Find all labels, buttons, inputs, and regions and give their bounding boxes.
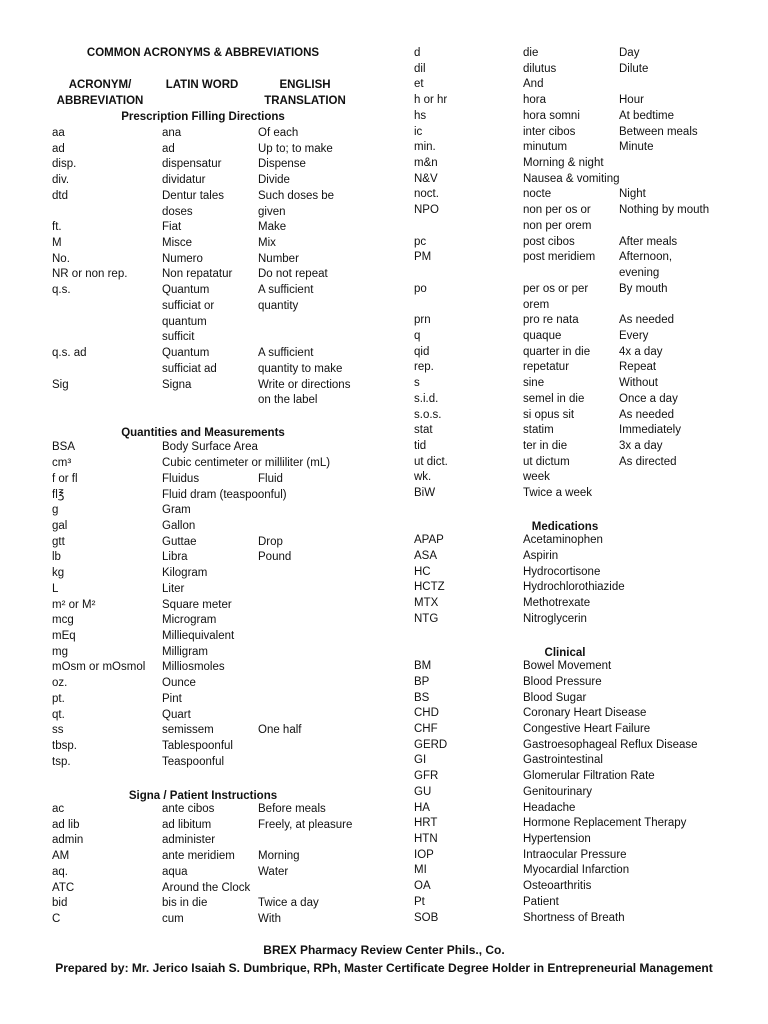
- english-cell: Number: [258, 252, 299, 265]
- latin-cell: hora: [523, 94, 547, 107]
- abbreviation-cell: q.s.: [52, 284, 71, 297]
- abbreviation-cell: NR or non rep.: [52, 268, 128, 281]
- abbreviation-cell: q: [414, 329, 421, 342]
- abbreviation-cell: admin: [52, 834, 84, 847]
- abbreviation-cell: pt.: [52, 692, 65, 705]
- english-cell: Dispense: [258, 158, 306, 171]
- latin-cell: Myocardial Infarction: [523, 864, 630, 877]
- latin-cell: Methotrexate: [523, 597, 591, 610]
- abbreviation-cell: noct.: [414, 188, 439, 201]
- english-cell: Fluid: [258, 472, 283, 485]
- latin-cell: ante meridiem: [162, 850, 235, 863]
- latin-cell: Guttae: [162, 535, 197, 548]
- abbreviation-cell: HTN: [414, 833, 438, 845]
- latin-cell: Ounce: [162, 677, 196, 690]
- abbreviation-cell: ad lib: [52, 818, 80, 831]
- english-cell: quantity: [258, 299, 299, 312]
- english-cell: Divide: [258, 174, 290, 187]
- english-cell: Nothing by mouth: [619, 204, 710, 217]
- english-cell: quantity to make: [258, 362, 343, 375]
- latin-cell: post meridiem: [523, 251, 596, 264]
- english-cell: Do not repeat: [258, 268, 328, 281]
- abbreviation-cell: L: [52, 582, 59, 595]
- latin-cell: Libra: [162, 551, 188, 564]
- latin-cell: bis in die: [162, 897, 208, 910]
- abbreviation-cell: min.: [414, 141, 436, 154]
- english-cell: As needed: [619, 408, 674, 421]
- abbreviation-cell: MTX: [414, 597, 439, 610]
- abbreviation-cell: qt.: [52, 708, 65, 721]
- abbreviation-cell: HRT: [414, 817, 438, 830]
- latin-cell: quaque: [523, 329, 562, 342]
- abbreviation-cell: qid: [414, 345, 430, 358]
- abbreviation-cell: GI: [414, 754, 427, 767]
- english-cell: Night: [619, 188, 646, 201]
- english-cell: Up to; to make: [258, 142, 333, 155]
- abbreviation-cell: et: [414, 78, 424, 91]
- latin-cell: And: [523, 78, 544, 91]
- abbreviation-cell: GFR: [414, 770, 439, 783]
- abbreviation-cell: SOB: [414, 911, 439, 924]
- latin-cell: ter in die: [523, 440, 568, 452]
- latin-cell: Quart: [162, 708, 191, 721]
- abbreviation-cell: dil: [414, 62, 426, 75]
- abbreviation-cell: No.: [52, 252, 70, 265]
- abbreviation-cell: pc: [414, 235, 427, 248]
- abbreviation-cell: BP: [414, 675, 430, 688]
- latin-cell: orem: [523, 298, 550, 311]
- latin-cell: post cibos: [523, 235, 575, 248]
- latin-cell: dispensatur: [162, 158, 222, 171]
- abbreviation-cell: gal: [52, 520, 68, 532]
- english-cell: Water: [258, 865, 289, 878]
- english-cell: Every: [619, 329, 649, 342]
- abbreviation-cell: mcg: [52, 614, 74, 627]
- english-cell: As directed: [619, 455, 677, 468]
- latin-cell: ad libitum: [162, 818, 212, 831]
- footer-center-name: BREX Pharmacy Review Center Phils., Co.: [263, 943, 505, 957]
- latin-cell: statim: [523, 424, 554, 437]
- latin-cell: ana: [162, 127, 182, 139]
- latin-cell: Morning & night: [523, 157, 604, 170]
- latin-cell: Gallon: [162, 520, 196, 532]
- abbreviation-cell: BSA: [52, 441, 76, 454]
- english-cell: With: [258, 913, 281, 925]
- column-header-translation: TRANSLATION: [264, 95, 346, 107]
- abbreviation-cell: ic: [414, 125, 423, 138]
- abbreviation-cell: OA: [414, 880, 431, 893]
- latin-cell: cum: [162, 913, 184, 925]
- abbreviation-cell: NTG: [414, 612, 439, 625]
- latin-cell: Patient: [523, 895, 559, 908]
- latin-cell: doses: [162, 205, 193, 218]
- abbreviation-cell: aq.: [52, 865, 68, 878]
- latin-cell: Hormone Replacement Therapy: [523, 817, 687, 830]
- latin-cell: Around the Clock: [162, 881, 251, 894]
- abbreviation-cell: CHD: [414, 707, 439, 720]
- latin-cell: Quantum: [162, 284, 210, 297]
- abbreviation-cell: g: [52, 504, 59, 517]
- abbreviation-cell: d: [414, 47, 421, 59]
- latin-cell: minutum: [523, 141, 568, 154]
- abbreviation-cell: m² or M²: [52, 598, 96, 611]
- latin-cell: hora somni: [523, 109, 580, 122]
- english-cell: Of each: [258, 127, 299, 139]
- abbreviation-cell: C: [52, 913, 61, 925]
- abbreviation-cell: lb: [52, 551, 61, 564]
- english-cell: Mix: [258, 237, 276, 250]
- latin-cell: week: [523, 471, 550, 484]
- latin-cell: ad: [162, 142, 175, 155]
- abbreviation-cell: HC: [414, 565, 431, 578]
- abbreviation-cell: ATC: [52, 881, 75, 894]
- english-cell: As needed: [619, 314, 674, 327]
- english-cell: 3x a day: [619, 440, 663, 452]
- english-cell: Freely, at pleasure: [258, 818, 353, 831]
- latin-cell: semel in die: [523, 392, 585, 405]
- latin-cell: Signa: [162, 378, 192, 391]
- english-cell: Twice a day: [258, 897, 319, 910]
- latin-cell: sufficit: [162, 331, 195, 344]
- latin-cell: nocte: [523, 188, 552, 201]
- latin-cell: semissem: [162, 724, 214, 737]
- latin-cell: Hydrocortisone: [523, 565, 601, 578]
- english-cell: Morning: [258, 850, 300, 863]
- latin-cell: Liter: [162, 582, 185, 595]
- latin-cell: Dentur tales: [162, 189, 225, 202]
- abbreviation-cell: ut dict.: [414, 455, 448, 468]
- latin-cell: dividatur: [162, 174, 206, 187]
- abbreviation-cell: N&V: [414, 172, 438, 185]
- english-cell: After meals: [619, 235, 678, 248]
- abbreviation-cell: tbsp.: [52, 740, 77, 753]
- abbreviation-cell: oz.: [52, 677, 68, 690]
- abbreviation-cell: APAP: [414, 534, 444, 547]
- english-cell: Without: [619, 377, 658, 390]
- abbreviation-cell: m&n: [414, 157, 438, 170]
- abbreviation-cell: tid: [414, 440, 427, 452]
- abbreviation-cell: ASA: [414, 550, 438, 563]
- english-cell: Before meals: [258, 802, 326, 815]
- latin-cell: inter cibos: [523, 125, 576, 138]
- abbreviation-cell: Sig: [52, 378, 69, 391]
- section-heading-prescription: Prescription Filling Directions: [121, 111, 285, 123]
- english-cell: A sufficient: [258, 347, 314, 360]
- abbreviation-cell: kg: [52, 567, 65, 580]
- latin-cell: Teaspoonful: [162, 755, 225, 768]
- abbreviation-cell: M: [52, 237, 62, 250]
- english-cell: Write or directions: [258, 378, 351, 391]
- latin-cell: Gastrointestinal: [523, 754, 603, 767]
- abbreviation-cell: AM: [52, 850, 70, 863]
- abbreviation-cell: s.o.s.: [414, 408, 442, 421]
- abbreviation-cell: CHF: [414, 722, 438, 735]
- english-cell: Once a day: [619, 392, 678, 405]
- latin-cell: Tablespoonful: [162, 740, 233, 753]
- english-cell: 4x a day: [619, 345, 663, 358]
- latin-cell: non per os or: [523, 204, 591, 217]
- latin-cell: Genitourinary: [523, 785, 593, 798]
- english-cell: Pound: [258, 551, 292, 564]
- latin-cell: Blood Pressure: [523, 675, 602, 688]
- latin-cell: aqua: [162, 865, 188, 878]
- latin-cell: sine: [523, 377, 545, 390]
- latin-cell: dilutus: [523, 62, 557, 75]
- latin-cell: Misce: [162, 237, 193, 250]
- abbreviation-cell: mg: [52, 645, 68, 658]
- english-cell: Between meals: [619, 125, 698, 138]
- english-cell: Day: [619, 47, 640, 59]
- abbreviation-cell: mOsm or mOsmol: [52, 661, 146, 674]
- latin-cell: Quantum: [162, 347, 210, 360]
- abbreviation-cell: q.s. ad: [52, 347, 87, 360]
- latin-cell: Twice a week: [523, 487, 593, 500]
- abbreviation-cell: BM: [414, 660, 432, 673]
- latin-cell: Milliosmoles: [162, 661, 225, 674]
- english-cell: on the label: [258, 394, 318, 407]
- abbreviation-cell: gtt: [52, 535, 65, 548]
- latin-cell: pro re nata: [523, 314, 579, 327]
- abbreviation-cell: dtd: [52, 189, 68, 202]
- abbreviation-cell: po: [414, 282, 427, 295]
- latin-cell: Milligram: [162, 645, 208, 658]
- section-heading-quantities: Quantities and Measurements: [121, 427, 285, 439]
- abbreviation-cell: IOP: [414, 848, 434, 861]
- abbreviation-cell: rep.: [414, 361, 434, 374]
- latin-cell: Fluid dram (teaspoonful): [162, 488, 287, 501]
- latin-cell: Congestive Heart Failure: [523, 722, 651, 735]
- section-heading-medications: Medications: [531, 521, 599, 533]
- latin-cell: ut dictum: [523, 455, 570, 468]
- english-cell: Immediately: [619, 424, 681, 437]
- abbreviation-cell: stat: [414, 424, 433, 437]
- latin-cell: Coronary Heart Disease: [523, 707, 647, 720]
- latin-cell: Microgram: [162, 614, 217, 627]
- footer-prepared-by: Prepared by: Mr. Jerico Isaiah S. Dumbrique, RPh, Master Certificate Degree Holder in Entrepreneurial Management: [55, 961, 713, 975]
- abbreviation-cell: tsp.: [52, 755, 71, 768]
- latin-cell: Fluidus: [162, 472, 200, 485]
- abbreviation-cell: div.: [52, 174, 70, 187]
- abbreviation-cell: f or fl: [52, 472, 78, 485]
- latin-cell: Osteoarthritis: [523, 880, 592, 893]
- latin-cell: non per orem: [523, 219, 592, 232]
- latin-cell: ante cibos: [162, 802, 215, 815]
- english-cell: Hour: [619, 94, 644, 107]
- abbreviation-cell: fl℥: [52, 488, 65, 501]
- abbreviation-cell: hs: [414, 109, 427, 122]
- english-cell: A sufficient: [258, 284, 314, 297]
- latin-cell: administer: [162, 834, 216, 847]
- latin-cell: Nausea & vomiting: [523, 172, 620, 185]
- abbreviation-cell: ad: [52, 142, 65, 155]
- latin-cell: Hypertension: [523, 833, 591, 845]
- abbreviation-cell: MI: [414, 864, 427, 877]
- english-cell: Dilute: [619, 62, 649, 75]
- latin-cell: Hydrochlorothiazide: [523, 581, 625, 594]
- abbreviation-cell: wk.: [414, 471, 432, 484]
- abbreviation-cell: BS: [414, 691, 430, 704]
- abbreviation-cell: GERD: [414, 738, 448, 751]
- abbreviation-cell: s: [414, 377, 420, 390]
- english-cell: Drop: [258, 535, 283, 548]
- latin-cell: Glomerular Filtration Rate: [523, 770, 655, 783]
- latin-cell: Acetaminophen: [523, 534, 603, 547]
- abbreviation-cell: disp.: [52, 158, 77, 171]
- latin-cell: Nitroglycerin: [523, 612, 587, 625]
- latin-cell: Fiat: [162, 221, 182, 234]
- abbreviation-cell: HCTZ: [414, 581, 445, 594]
- abbreviation-cell: GU: [414, 785, 432, 798]
- english-cell: Afternoon,: [619, 251, 673, 264]
- latin-cell: Blood Sugar: [523, 691, 587, 704]
- english-cell: given: [258, 205, 286, 218]
- english-cell: evening: [619, 267, 660, 280]
- column-header-acronym: ACRONYM/: [68, 79, 132, 91]
- section-heading-signa: Signa / Patient Instructions: [128, 790, 278, 802]
- latin-cell: repetatur: [523, 361, 570, 374]
- abbreviation-cell: NPO: [414, 204, 439, 217]
- english-cell: Repeat: [619, 361, 657, 374]
- abbreviation-cell: HA: [414, 801, 430, 814]
- latin-cell: per os or per: [523, 282, 589, 295]
- latin-cell: Numero: [162, 252, 203, 265]
- english-cell: At bedtime: [619, 109, 674, 122]
- latin-cell: Shortness of Breath: [523, 911, 625, 924]
- latin-cell: Gram: [162, 504, 191, 517]
- latin-cell: Milliequivalent: [162, 630, 235, 643]
- document-title: COMMON ACRONYMS & ABBREVIATIONS: [86, 47, 320, 59]
- abbreviation-cell: ac: [52, 802, 65, 815]
- latin-cell: si opus sit: [523, 408, 575, 421]
- english-cell: One half: [258, 724, 302, 737]
- abbreviation-cell: cm³: [52, 457, 72, 470]
- english-cell: Such doses be: [258, 189, 335, 202]
- section-heading-clinical: Clinical: [544, 647, 586, 659]
- latin-cell: sufficiat or: [162, 299, 215, 312]
- english-cell: Minute: [619, 141, 654, 154]
- latin-cell: quarter in die: [523, 345, 591, 358]
- latin-cell: Square meter: [162, 598, 232, 611]
- column-header-abbreviation: ABBREVIATION: [56, 95, 144, 107]
- abbreviation-cell: Pt: [414, 895, 425, 908]
- english-cell: By mouth: [619, 282, 668, 295]
- abbreviation-cell: aa: [52, 127, 65, 139]
- abbreviation-cell: s.i.d.: [414, 392, 439, 405]
- latin-cell: die: [523, 47, 539, 59]
- latin-cell: Intraocular Pressure: [523, 848, 627, 861]
- column-header-english: ENGLISH: [279, 79, 331, 91]
- english-cell: Make: [258, 221, 287, 234]
- abbreviation-cell: prn: [414, 314, 431, 327]
- abbreviation-cell: ss: [52, 724, 64, 737]
- latin-cell: Aspirin: [523, 550, 559, 563]
- abbreviation-cell: bid: [52, 897, 68, 910]
- latin-cell: Non repatatur: [162, 268, 233, 281]
- abbreviation-cell: ft.: [52, 221, 62, 234]
- abbreviation-cell: PM: [414, 251, 432, 264]
- latin-cell: Gastroesophageal Reflux Disease: [523, 738, 698, 751]
- latin-cell: Pint: [162, 692, 182, 705]
- latin-cell: Cubic centimeter or milliliter (mL): [162, 457, 331, 470]
- column-header-latin: LATIN WORD: [165, 79, 239, 91]
- latin-cell: Bowel Movement: [523, 660, 612, 673]
- latin-cell: Body Surface Area: [162, 441, 258, 454]
- abbreviation-cell: h or hr: [414, 94, 448, 107]
- abbreviation-cell: BiW: [414, 487, 436, 500]
- latin-cell: Headache: [523, 801, 576, 814]
- latin-cell: sufficiat ad: [162, 362, 217, 375]
- latin-cell: Kilogram: [162, 567, 208, 580]
- latin-cell: quantum: [162, 315, 207, 328]
- abbreviation-cell: mEq: [52, 630, 76, 643]
